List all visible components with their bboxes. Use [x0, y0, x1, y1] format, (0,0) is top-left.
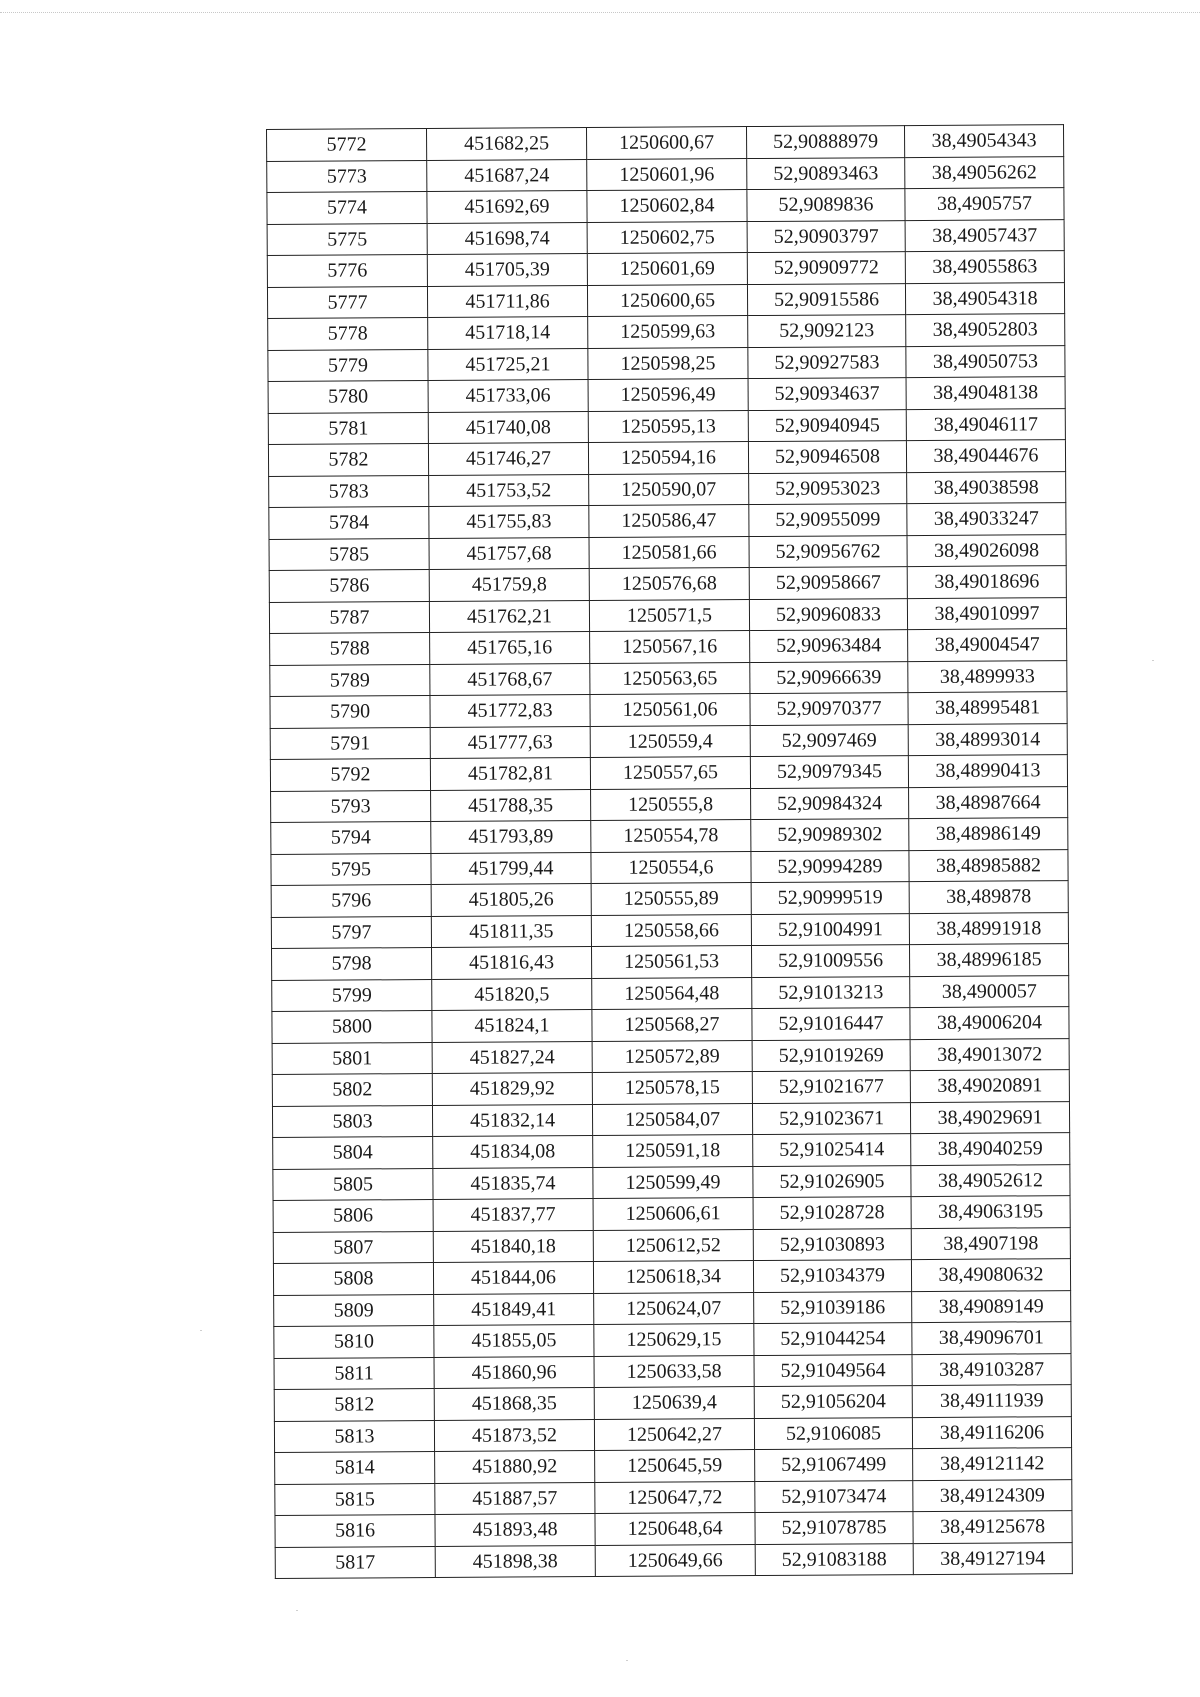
- point-number-cell: 5781: [268, 412, 428, 444]
- y-coordinate-cell: 1250601,69: [587, 253, 747, 285]
- table-row: [271, 818, 1068, 854]
- table-row: [267, 251, 1064, 287]
- y-coordinate-cell: 1250561,06: [590, 694, 750, 726]
- scan-top-edge-line: [0, 12, 1200, 13]
- x-coordinate-cell: 451718,14: [428, 317, 588, 349]
- table-row: [274, 1322, 1071, 1358]
- x-coordinate-cell: 451755,83: [429, 506, 589, 538]
- point-number-cell: 5778: [268, 318, 428, 350]
- latitude-cell: 52,91073474: [755, 1480, 913, 1512]
- table-row: [272, 944, 1069, 980]
- latitude-cell: 52,91026905: [753, 1165, 911, 1197]
- table-row: [267, 125, 1064, 161]
- longitude-cell: 38,49089149: [912, 1290, 1071, 1322]
- longitude-cell: 38,49004547: [908, 629, 1067, 661]
- point-number-cell: 5803: [272, 1105, 432, 1137]
- point-number-cell: 5776: [267, 255, 427, 287]
- longitude-cell: 38,49010997: [907, 597, 1066, 629]
- point-number-cell: 5804: [273, 1137, 433, 1169]
- y-coordinate-cell: 1250567,16: [590, 631, 750, 663]
- table-row: [268, 408, 1065, 444]
- latitude-cell: 52,91039186: [754, 1291, 912, 1323]
- latitude-cell: 52,90940945: [748, 409, 906, 441]
- longitude-cell: 38,48995481: [908, 692, 1067, 724]
- point-number-cell: 5789: [270, 664, 430, 696]
- scan-speck: [1152, 660, 1154, 661]
- latitude-cell: 52,90909772: [747, 252, 905, 284]
- x-coordinate-cell: 451682,25: [427, 128, 587, 160]
- point-number-cell: 5801: [272, 1042, 432, 1074]
- x-coordinate-cell: 451898,38: [435, 1545, 595, 1577]
- latitude-cell: 52,91009556: [751, 945, 909, 977]
- table-row: [271, 912, 1068, 948]
- x-coordinate-cell: 451849,41: [434, 1293, 594, 1325]
- y-coordinate-cell: 1250602,84: [587, 190, 747, 222]
- latitude-cell: 52,90915586: [747, 283, 905, 315]
- table-row: [273, 1196, 1070, 1232]
- y-coordinate-cell: 1250600,67: [586, 127, 746, 159]
- point-number-cell: 5777: [267, 286, 427, 318]
- latitude-cell: 52,91004991: [751, 913, 909, 945]
- point-number-cell: 5780: [268, 381, 428, 413]
- point-number-cell: 5807: [273, 1231, 433, 1263]
- y-coordinate-cell: 1250578,15: [592, 1072, 752, 1104]
- latitude-cell: 52,90999519: [751, 882, 909, 914]
- latitude-cell: 52,90963484: [750, 630, 908, 662]
- y-coordinate-cell: 1250594,16: [588, 442, 748, 474]
- longitude-cell: 38,49054318: [905, 282, 1064, 314]
- y-coordinate-cell: 1250591,18: [593, 1135, 753, 1167]
- point-number-cell: 5806: [273, 1199, 433, 1231]
- y-coordinate-cell: 1250555,89: [591, 883, 751, 915]
- x-coordinate-cell: 451759,8: [429, 569, 589, 601]
- table-row: [271, 849, 1068, 885]
- latitude-cell: 52,90958667: [749, 567, 907, 599]
- latitude-cell: 52,91083188: [755, 1543, 913, 1575]
- table-row: [272, 1007, 1069, 1043]
- y-coordinate-cell: 1250648,64: [595, 1513, 755, 1545]
- latitude-cell: 52,90979345: [750, 756, 908, 788]
- table-row: [268, 345, 1065, 381]
- table-row: [269, 503, 1066, 539]
- coordinates-table-body: [267, 125, 1073, 1579]
- latitude-cell: 52,91044254: [754, 1323, 912, 1355]
- point-number-cell: 5786: [269, 570, 429, 602]
- longitude-cell: 38,49125678: [913, 1511, 1072, 1543]
- y-coordinate-cell: 1250612,52: [593, 1229, 753, 1261]
- point-number-cell: 5784: [269, 507, 429, 539]
- table-row: [269, 597, 1066, 633]
- longitude-cell: 38,49046117: [906, 408, 1065, 440]
- table-row: [274, 1290, 1071, 1326]
- y-coordinate-cell: 1250554,6: [591, 851, 751, 883]
- latitude-cell: 52,90984324: [751, 787, 909, 819]
- y-coordinate-cell: 1250598,25: [588, 347, 748, 379]
- latitude-cell: 52,90903797: [747, 220, 905, 252]
- point-number-cell: 5813: [274, 1420, 434, 1452]
- point-number-cell: 5814: [275, 1451, 435, 1483]
- y-coordinate-cell: 1250561,53: [592, 946, 752, 978]
- latitude-cell: 52,90966639: [750, 661, 908, 693]
- y-coordinate-cell: 1250568,27: [592, 1009, 752, 1041]
- longitude-cell: 38,49124309: [913, 1479, 1072, 1511]
- latitude-cell: 52,90953023: [749, 472, 907, 504]
- longitude-cell: 38,49020891: [910, 1070, 1069, 1102]
- longitude-cell: 38,49080632: [911, 1259, 1070, 1291]
- y-coordinate-cell: 1250599,63: [588, 316, 748, 348]
- latitude-cell: 52,91067499: [755, 1449, 913, 1481]
- y-coordinate-cell: 1250558,66: [591, 914, 751, 946]
- y-coordinate-cell: 1250618,34: [593, 1261, 753, 1293]
- y-coordinate-cell: 1250645,59: [595, 1450, 755, 1482]
- y-coordinate-cell: 1250572,89: [592, 1040, 752, 1072]
- longitude-cell: 38,49127194: [913, 1542, 1072, 1574]
- longitude-cell: 38,48991918: [909, 912, 1068, 944]
- y-coordinate-cell: 1250624,07: [594, 1292, 754, 1324]
- latitude-cell: 52,91023671: [752, 1102, 910, 1134]
- longitude-cell: 38,49096701: [912, 1322, 1071, 1354]
- x-coordinate-cell: 451868,35: [434, 1388, 594, 1420]
- x-coordinate-cell: 451880,92: [435, 1451, 595, 1483]
- y-coordinate-cell: 1250571,5: [589, 599, 749, 631]
- longitude-cell: 38,49111939: [912, 1385, 1071, 1417]
- longitude-cell: 38,49006204: [910, 1007, 1069, 1039]
- point-number-cell: 5793: [271, 790, 431, 822]
- latitude-cell: 52,9092123: [748, 315, 906, 347]
- scan-speck: [626, 1660, 628, 1661]
- latitude-cell: 52,90946508: [748, 441, 906, 473]
- point-number-cell: 5808: [273, 1262, 433, 1294]
- point-number-cell: 5795: [271, 853, 431, 885]
- longitude-cell: 38,49054343: [904, 125, 1063, 157]
- table-row: [267, 188, 1064, 224]
- scan-speck: [296, 1610, 298, 1611]
- y-coordinate-cell: 1250584,07: [592, 1103, 752, 1135]
- x-coordinate-cell: 451844,06: [433, 1262, 593, 1294]
- x-coordinate-cell: 451855,05: [434, 1325, 594, 1357]
- longitude-cell: 38,4905757: [905, 188, 1064, 220]
- point-number-cell: 5810: [274, 1325, 434, 1357]
- longitude-cell: 38,48993014: [908, 723, 1067, 755]
- longitude-cell: 38,49033247: [907, 503, 1066, 535]
- latitude-cell: 52,91013213: [752, 976, 910, 1008]
- y-coordinate-cell: 1250555,8: [591, 788, 751, 820]
- table-row: [270, 692, 1067, 728]
- longitude-cell: 38,49018696: [907, 566, 1066, 598]
- table-row: [272, 1070, 1069, 1106]
- latitude-cell: 52,9089836: [747, 189, 905, 221]
- latitude-cell: 52,91028728: [753, 1197, 911, 1229]
- x-coordinate-cell: 451816,43: [432, 947, 592, 979]
- longitude-cell: 38,49103287: [912, 1353, 1071, 1385]
- table-row: [274, 1353, 1071, 1389]
- latitude-cell: 52,91025414: [753, 1134, 911, 1166]
- y-coordinate-cell: 1250601,96: [587, 158, 747, 190]
- table-row: [272, 1101, 1069, 1137]
- y-coordinate-cell: 1250554,78: [591, 820, 751, 852]
- table-row: [268, 314, 1065, 350]
- latitude-cell: 52,90956762: [749, 535, 907, 567]
- longitude-cell: 38,48996185: [909, 944, 1068, 976]
- longitude-cell: 38,49055863: [905, 251, 1064, 283]
- x-coordinate-cell: 451835,74: [433, 1167, 593, 1199]
- table-row: [273, 1227, 1070, 1263]
- y-coordinate-cell: 1250647,72: [595, 1481, 755, 1513]
- x-coordinate-cell: 451840,18: [433, 1230, 593, 1262]
- table-row: [273, 1259, 1070, 1295]
- longitude-cell: 38,48987664: [909, 786, 1068, 818]
- x-coordinate-cell: 451711,86: [427, 285, 587, 317]
- point-number-cell: 5811: [274, 1357, 434, 1389]
- point-number-cell: 5772: [267, 129, 427, 161]
- coordinates-table: [266, 124, 1073, 1579]
- x-coordinate-cell: 451887,57: [435, 1482, 595, 1514]
- x-coordinate-cell: 451893,48: [435, 1514, 595, 1546]
- latitude-cell: 52,9097469: [750, 724, 908, 756]
- point-number-cell: 5798: [272, 948, 432, 980]
- x-coordinate-cell: 451740,08: [428, 411, 588, 443]
- x-coordinate-cell: 451827,24: [432, 1041, 592, 1073]
- table-row: [269, 534, 1066, 570]
- latitude-cell: 52,91034379: [753, 1260, 911, 1292]
- y-coordinate-cell: 1250599,49: [593, 1166, 753, 1198]
- y-coordinate-cell: 1250581,66: [589, 536, 749, 568]
- x-coordinate-cell: 451805,26: [431, 884, 591, 916]
- table-row: [274, 1385, 1071, 1421]
- x-coordinate-cell: 451837,77: [433, 1199, 593, 1231]
- y-coordinate-cell: 1250600,65: [587, 284, 747, 316]
- scan-speck: [200, 1330, 202, 1331]
- longitude-cell: 38,48986149: [909, 818, 1068, 850]
- x-coordinate-cell: 451824,1: [432, 1010, 592, 1042]
- y-coordinate-cell: 1250576,68: [589, 568, 749, 600]
- longitude-cell: 38,48985882: [909, 849, 1068, 881]
- x-coordinate-cell: 451820,5: [432, 978, 592, 1010]
- x-coordinate-cell: 451873,52: [434, 1419, 594, 1451]
- point-number-cell: 5782: [268, 444, 428, 476]
- longitude-cell: 38,49013072: [910, 1038, 1069, 1070]
- longitude-cell: 38,49121142: [913, 1448, 1072, 1480]
- x-coordinate-cell: 451762,21: [429, 600, 589, 632]
- table-row: [270, 723, 1067, 759]
- longitude-cell: 38,49029691: [910, 1101, 1069, 1133]
- table-row: [272, 975, 1069, 1011]
- x-coordinate-cell: 451746,27: [428, 443, 588, 475]
- latitude-cell: 52,90994289: [751, 850, 909, 882]
- x-coordinate-cell: 451788,35: [431, 789, 591, 821]
- table-row: [269, 566, 1066, 602]
- x-coordinate-cell: 451768,67: [430, 663, 590, 695]
- table-row: [270, 755, 1067, 791]
- x-coordinate-cell: 451777,63: [430, 726, 590, 758]
- x-coordinate-cell: 451832,14: [432, 1104, 592, 1136]
- point-number-cell: 5809: [274, 1294, 434, 1326]
- longitude-cell: 38,4907198: [911, 1227, 1070, 1259]
- latitude-cell: 52,91016447: [752, 1008, 910, 1040]
- point-number-cell: 5791: [270, 727, 430, 759]
- x-coordinate-cell: 451692,69: [427, 191, 587, 223]
- latitude-cell: 52,91078785: [755, 1512, 913, 1544]
- longitude-cell: 38,49044676: [906, 440, 1065, 472]
- latitude-cell: 52,90970377: [750, 693, 908, 725]
- y-coordinate-cell: 1250557,65: [590, 757, 750, 789]
- latitude-cell: 52,90927583: [748, 346, 906, 378]
- point-number-cell: 5775: [267, 223, 427, 255]
- longitude-cell: 38,48990413: [908, 755, 1067, 787]
- longitude-cell: 38,489878: [909, 881, 1068, 913]
- table-row: [273, 1133, 1070, 1169]
- longitude-cell: 38,4900057: [910, 975, 1069, 1007]
- x-coordinate-cell: 451765,16: [430, 632, 590, 664]
- x-coordinate-cell: 451705,39: [427, 254, 587, 286]
- longitude-cell: 38,49050753: [906, 345, 1065, 377]
- latitude-cell: 52,90888979: [746, 126, 904, 158]
- table-row: [267, 156, 1064, 192]
- point-number-cell: 5797: [271, 916, 431, 948]
- table-row: [268, 377, 1065, 413]
- longitude-cell: 38,49063195: [911, 1196, 1070, 1228]
- table-row: [269, 471, 1066, 507]
- x-coordinate-cell: 451793,89: [431, 821, 591, 853]
- longitude-cell: 38,49040259: [911, 1133, 1070, 1165]
- table-row: [267, 282, 1064, 318]
- point-number-cell: 5796: [271, 885, 431, 917]
- longitude-cell: 38,49052803: [906, 314, 1065, 346]
- latitude-cell: 52,91021677: [752, 1071, 910, 1103]
- point-number-cell: 5799: [272, 979, 432, 1011]
- y-coordinate-cell: 1250639,4: [594, 1387, 754, 1419]
- y-coordinate-cell: 1250642,27: [594, 1418, 754, 1450]
- longitude-cell: 38,4899933: [908, 660, 1067, 692]
- x-coordinate-cell: 451687,24: [427, 159, 587, 191]
- x-coordinate-cell: 451829,92: [432, 1073, 592, 1105]
- x-coordinate-cell: 451834,08: [433, 1136, 593, 1168]
- longitude-cell: 38,49056262: [905, 156, 1064, 188]
- y-coordinate-cell: 1250595,13: [588, 410, 748, 442]
- latitude-cell: 52,90934637: [748, 378, 906, 410]
- latitude-cell: 52,91056204: [754, 1386, 912, 1418]
- point-number-cell: 5794: [271, 822, 431, 854]
- point-number-cell: 5773: [267, 160, 427, 192]
- table-row: [273, 1164, 1070, 1200]
- longitude-cell: 38,49057437: [905, 219, 1064, 251]
- point-number-cell: 5815: [275, 1483, 435, 1515]
- table-row: [268, 440, 1065, 476]
- y-coordinate-cell: 1250563,65: [590, 662, 750, 694]
- point-number-cell: 5790: [270, 696, 430, 728]
- y-coordinate-cell: 1250596,49: [588, 379, 748, 411]
- x-coordinate-cell: 451753,52: [429, 474, 589, 506]
- x-coordinate-cell: 451799,44: [431, 852, 591, 884]
- x-coordinate-cell: 451772,83: [430, 695, 590, 727]
- y-coordinate-cell: 1250629,15: [594, 1324, 754, 1356]
- longitude-cell: 38,49026098: [907, 534, 1066, 566]
- table-row: [270, 629, 1067, 665]
- table-row: [271, 786, 1068, 822]
- table-row: [275, 1542, 1072, 1578]
- latitude-cell: 52,91049564: [754, 1354, 912, 1386]
- latitude-cell: 52,91030893: [753, 1228, 911, 1260]
- y-coordinate-cell: 1250590,07: [589, 473, 749, 505]
- latitude-cell: 52,9106085: [754, 1417, 912, 1449]
- point-number-cell: 5787: [269, 601, 429, 633]
- table-row: [275, 1511, 1072, 1547]
- latitude-cell: 52,90955099: [749, 504, 907, 536]
- table-row: [275, 1479, 1072, 1515]
- x-coordinate-cell: 451782,81: [430, 758, 590, 790]
- longitude-cell: 38,49048138: [906, 377, 1065, 409]
- y-coordinate-cell: 1250564,48: [592, 977, 752, 1009]
- longitude-cell: 38,49038598: [907, 471, 1066, 503]
- x-coordinate-cell: 451725,21: [428, 348, 588, 380]
- latitude-cell: 52,90893463: [747, 157, 905, 189]
- point-number-cell: 5812: [274, 1388, 434, 1420]
- y-coordinate-cell: 1250602,75: [587, 221, 747, 253]
- point-number-cell: 5800: [272, 1011, 432, 1043]
- y-coordinate-cell: 1250559,4: [590, 725, 750, 757]
- y-coordinate-cell: 1250649,66: [595, 1544, 755, 1576]
- point-number-cell: 5785: [269, 538, 429, 570]
- table-row: [272, 1038, 1069, 1074]
- point-number-cell: 5783: [269, 475, 429, 507]
- point-number-cell: 5788: [270, 633, 430, 665]
- table-row: [267, 219, 1064, 255]
- point-number-cell: 5792: [270, 759, 430, 791]
- table-row: [270, 660, 1067, 696]
- x-coordinate-cell: 451733,06: [428, 380, 588, 412]
- x-coordinate-cell: 451757,68: [429, 537, 589, 569]
- longitude-cell: 38,49052612: [911, 1164, 1070, 1196]
- point-number-cell: 5817: [275, 1546, 435, 1578]
- latitude-cell: 52,90989302: [751, 819, 909, 851]
- point-number-cell: 5779: [268, 349, 428, 381]
- latitude-cell: 52,90960833: [749, 598, 907, 630]
- point-number-cell: 5805: [273, 1168, 433, 1200]
- point-number-cell: 5774: [267, 192, 427, 224]
- table-row: [274, 1416, 1071, 1452]
- point-number-cell: 5802: [272, 1074, 432, 1106]
- table-row: [275, 1448, 1072, 1484]
- latitude-cell: 52,91019269: [752, 1039, 910, 1071]
- y-coordinate-cell: 1250633,58: [594, 1355, 754, 1387]
- y-coordinate-cell: 1250606,61: [593, 1198, 753, 1230]
- x-coordinate-cell: 451811,35: [431, 915, 591, 947]
- y-coordinate-cell: 1250586,47: [589, 505, 749, 537]
- longitude-cell: 38,49116206: [912, 1416, 1071, 1448]
- x-coordinate-cell: 451860,96: [434, 1356, 594, 1388]
- table-row: [271, 881, 1068, 917]
- x-coordinate-cell: 451698,74: [427, 222, 587, 254]
- point-number-cell: 5816: [275, 1514, 435, 1546]
